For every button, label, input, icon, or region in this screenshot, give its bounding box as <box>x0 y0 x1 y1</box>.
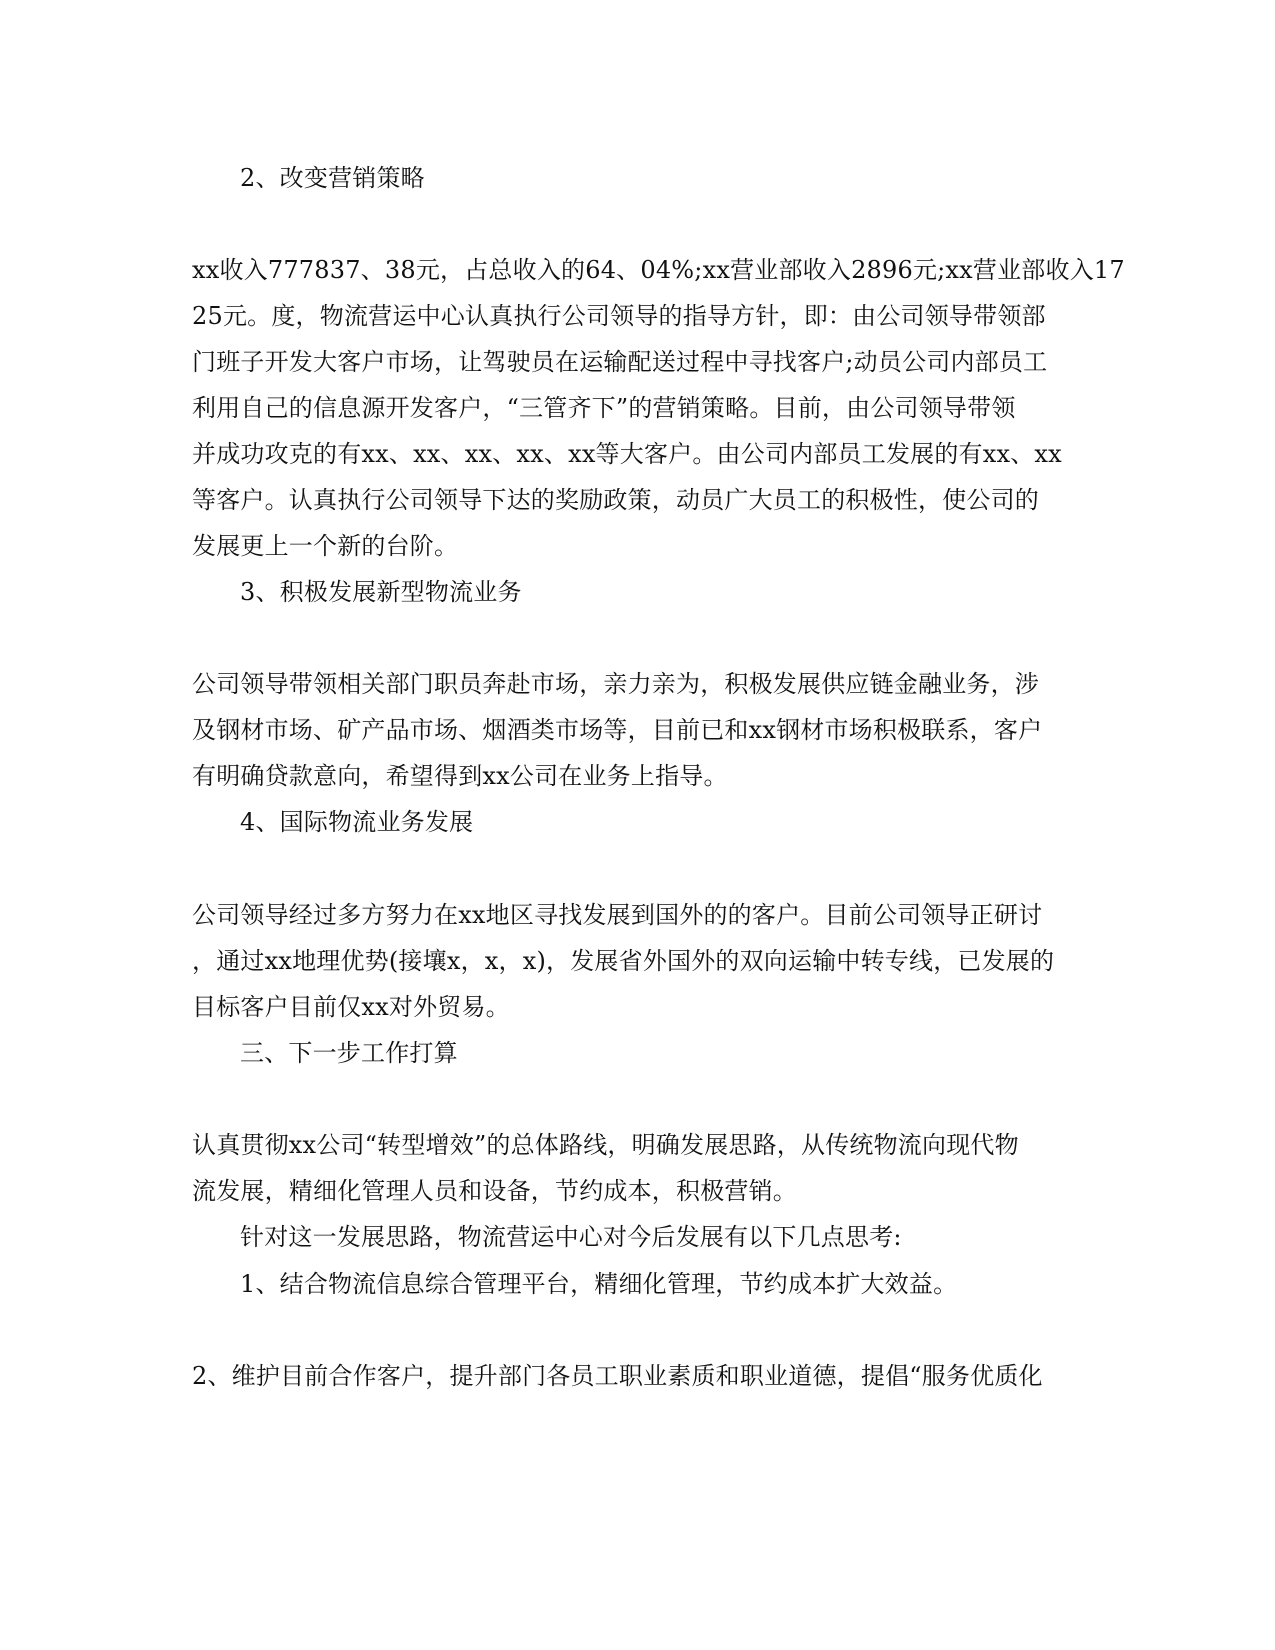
paragraph-line: 并成功攻克的有xx、xx、xx、xx、xx等大客户。由公司内部员工发展的有xx、xx <box>192 440 1062 468</box>
section-heading-next-steps: 三、下一步工作打算 <box>240 1039 458 1067</box>
paragraph-line: xx收入777837、38元，占总收入的64、04%;xx营业部收入2896元;xx营业部收入17 <box>192 256 1125 284</box>
section-heading-logistics-business: 3、积极发展新型物流业务 <box>240 578 522 606</box>
paragraph-line: 认真贯彻xx公司“转型增效”的总体路线，明确发展思路，从传统物流向现代物 <box>192 1131 1019 1159</box>
paragraph-line: 目标客户目前仅xx对外贸易。 <box>192 993 510 1021</box>
section-heading-international-logistics: 4、国际物流业务发展 <box>240 808 474 836</box>
section-heading-marketing-strategy: 2、改变营销策略 <box>240 164 425 192</box>
paragraph-line: 及钢材市场、矿产品市场、烟酒类市场等，目前已和xx钢材市场积极联系，客户 <box>192 716 1043 744</box>
paragraph-line: 公司领导带领相关部门职员奔赴市场，亲力亲为，积极发展供应链金融业务，涉 <box>192 670 1039 698</box>
paragraph-line: 公司领导经过多方努力在xx地区寻找发展到国外的的客户。目前公司领导正研讨 <box>192 901 1043 929</box>
paragraph-line: 25元。度，物流营运中心认真执行公司领导的指导方针，即：由公司领导带领部 <box>192 302 1046 330</box>
paragraph-line-indented: 针对这一发展思路，物流营运中心对今后发展有以下几点思考: <box>240 1223 902 1251</box>
paragraph-line: 等客户。认真执行公司领导下达的奖励政策，动员广大员工的积极性，使公司的 <box>192 486 1039 514</box>
paragraph-line: 门班子开发大客户市场，让驾驶员在运输配送过程中寻找客户;动员公司内部员工 <box>192 348 1048 376</box>
list-item-2: 2、维护目前合作客户，提升部门各员工职业素质和职业道德，提倡“服务优质化 <box>192 1362 1043 1390</box>
list-item-1: 1、结合物流信息综合管理平台，精细化管理，节约成本扩大效益。 <box>240 1270 958 1298</box>
paragraph-line: ，通过xx地理优势(接壤x，x，x)，发展省外国外的双向运输中转专线，已发展的 <box>192 947 1055 975</box>
paragraph-line: 发展更上一个新的台阶。 <box>192 532 459 560</box>
paragraph-line: 有明确贷款意向，希望得到xx公司在业务上指导。 <box>192 762 728 790</box>
paragraph-line: 利用自己的信息源开发客户，“三管齐下”的营销策略。目前，由公司领导带领 <box>192 394 1016 422</box>
paragraph-line: 流发展，精细化管理人员和设备，节约成本，积极营销。 <box>192 1177 797 1205</box>
